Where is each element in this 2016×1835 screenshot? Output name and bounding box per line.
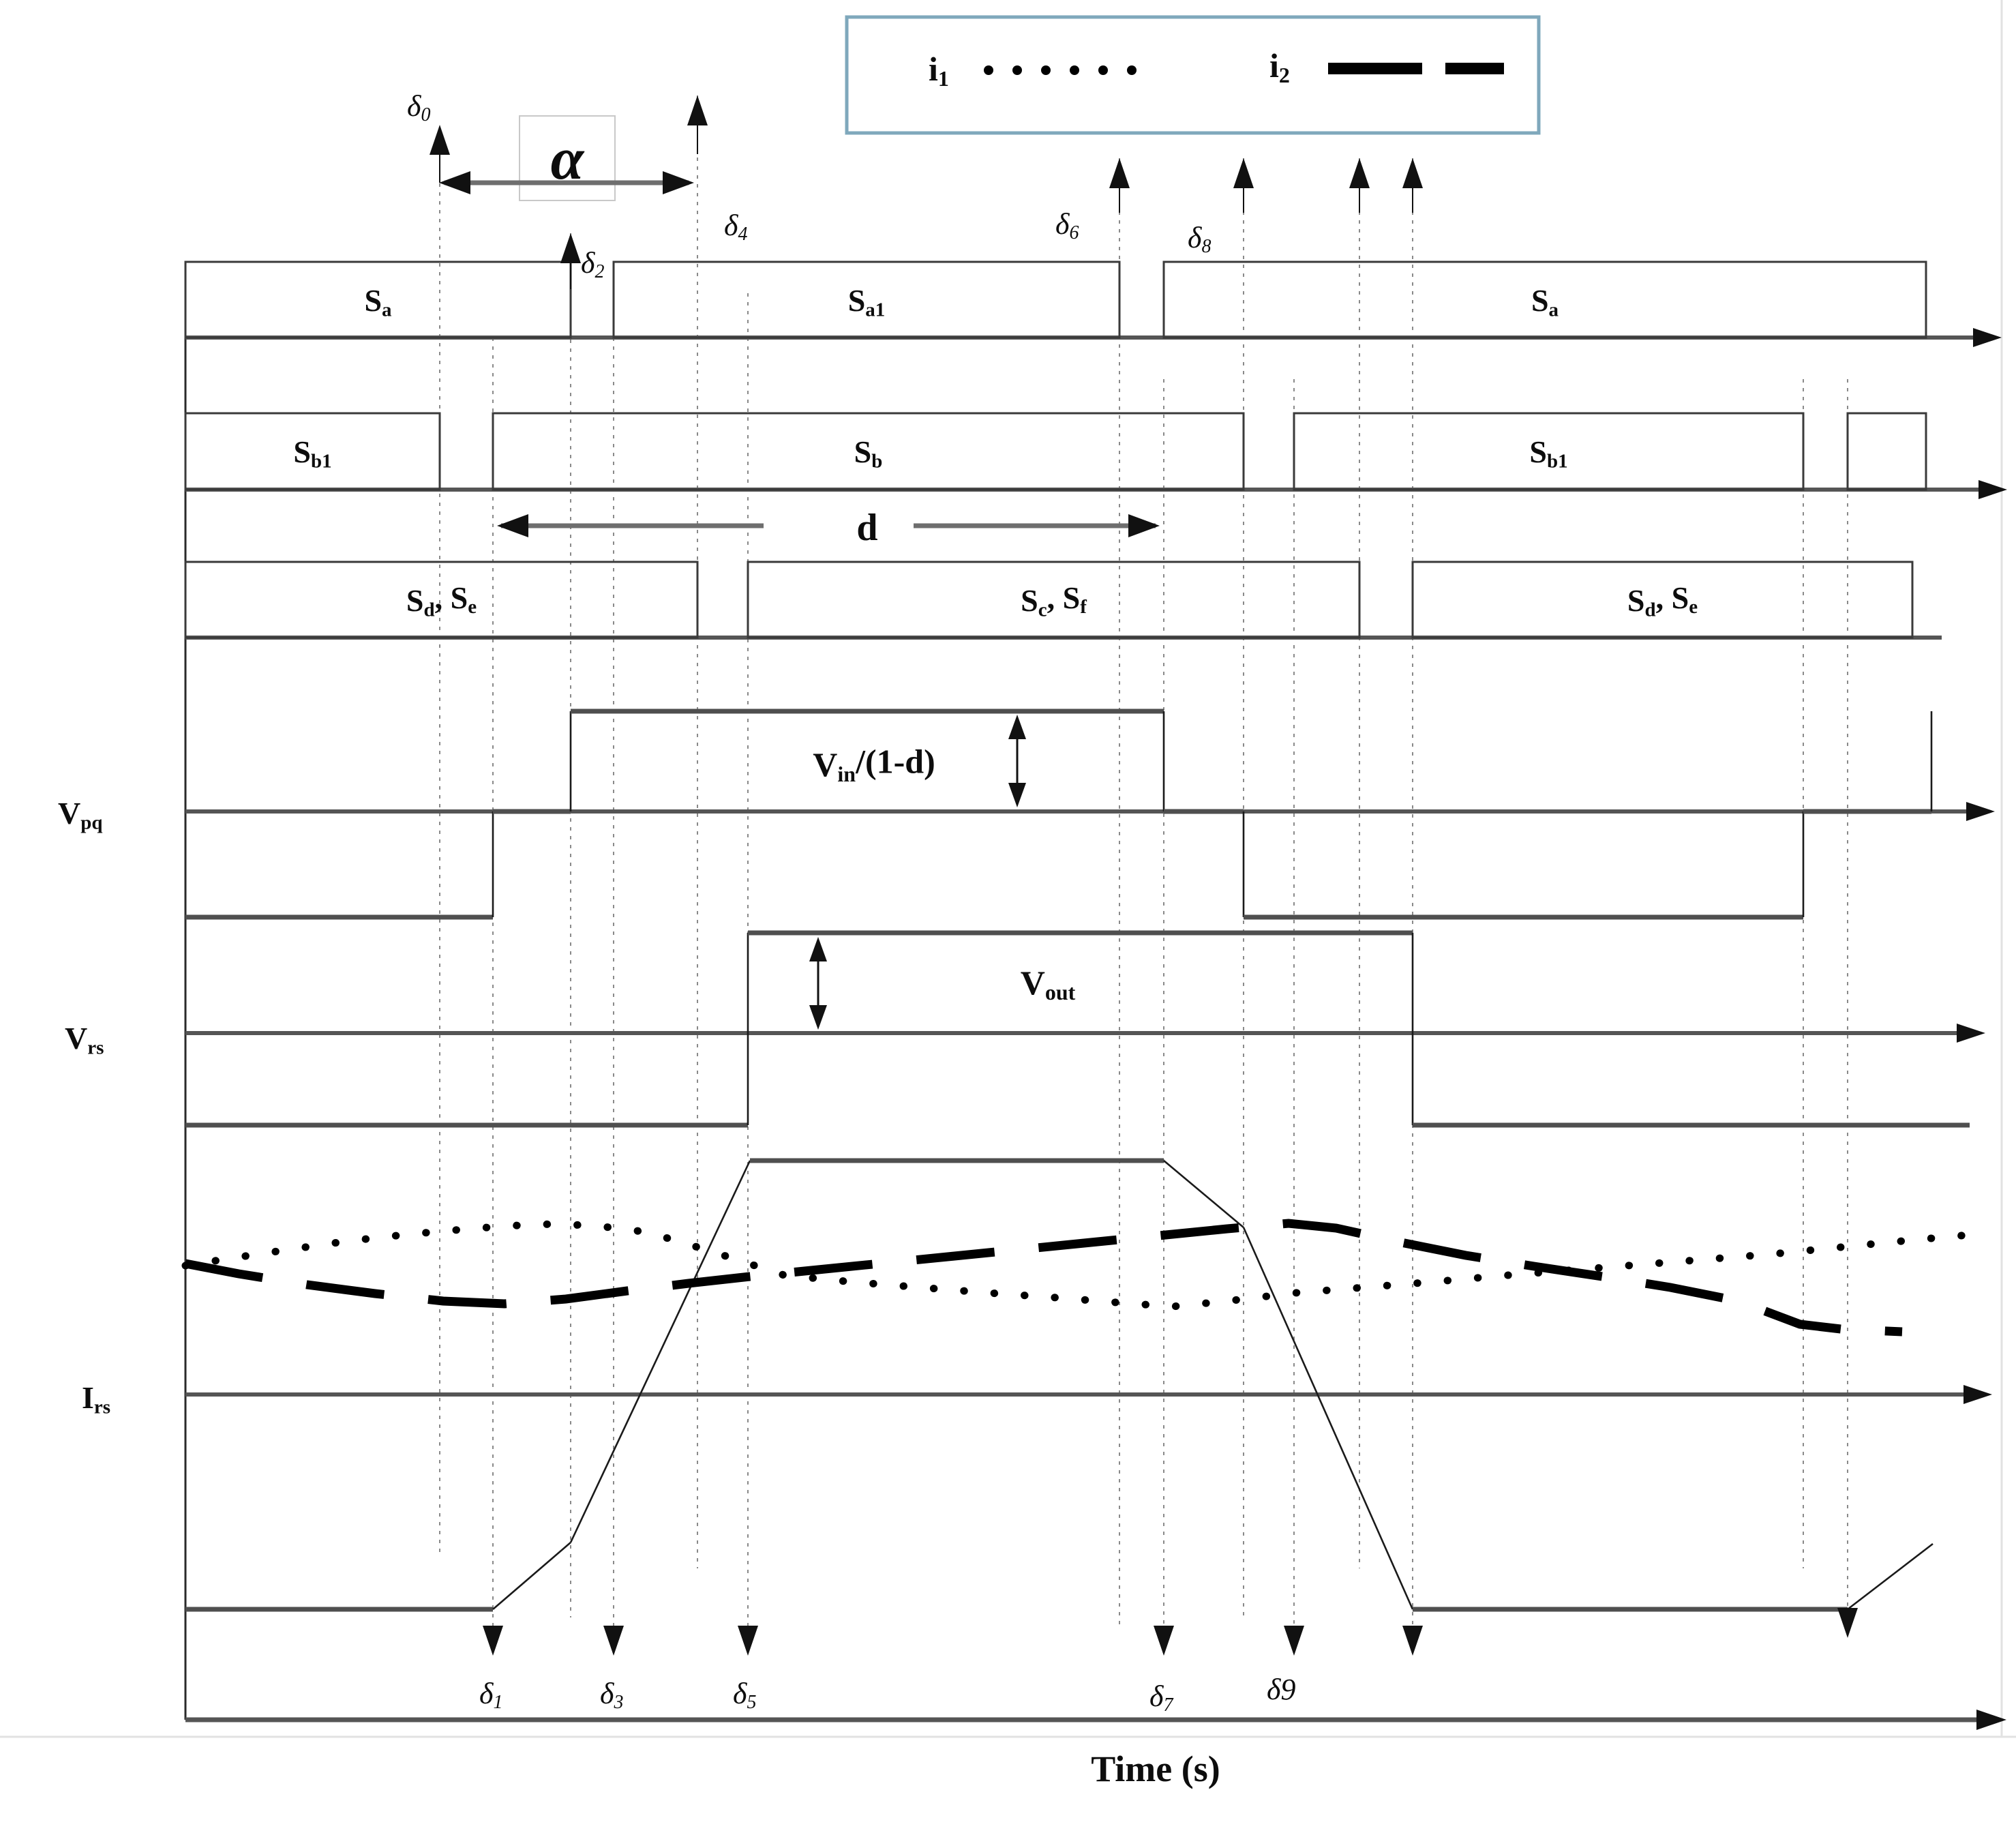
vout-label-part: out (1044, 980, 1076, 1004)
legend-box (847, 17, 1539, 133)
event-label-delta7-part: 7 (1163, 1695, 1173, 1716)
row-sdse-pulse-label-2-part: S (1627, 583, 1645, 618)
event-label-delta6-part: δ (1055, 207, 1070, 241)
legend-dotted-sample (1098, 65, 1108, 75)
legend-dash-sample (1328, 63, 1422, 74)
d-label-part: d (856, 507, 878, 549)
row-sb-pulse-label-2-part: b1 (1546, 450, 1568, 473)
irs-axis-label-part: rs (93, 1396, 111, 1418)
d-label (856, 507, 877, 549)
legend-dotted-sample (1070, 65, 1079, 75)
row-sa-pulse-label-0-part: a (382, 299, 392, 321)
row-sa-pulse-label-0-part: S (364, 283, 382, 318)
row-sa-pulse-label-2-part: a (1548, 299, 1559, 321)
row-sdse-pulse-label-1 (1021, 580, 1087, 621)
row-sb-pulse-label-0-part: b1 (310, 450, 332, 473)
row-sa-pulse-label-1-part: S (847, 283, 866, 318)
legend-dash-sample (1445, 63, 1504, 74)
event-label-delta0-part: δ (407, 89, 421, 123)
legend-dotted-sample (1041, 65, 1051, 75)
row-sdse-pulse-label-2-part: , S (1655, 580, 1689, 615)
vrs-axis-label-part: V (65, 1021, 88, 1056)
event-label-delta9 (1267, 1673, 1295, 1706)
legend-dotted-sample (1127, 65, 1137, 75)
vin-label-part: V (813, 745, 838, 784)
vpq-axis-label-part: V (58, 796, 81, 831)
legend-dotted-sample (1012, 65, 1022, 75)
row-sdse-pulse-label-1-part: S (1021, 583, 1038, 618)
row-sdse-pulse-label-0 (406, 580, 477, 621)
event-label-delta1-part: δ (479, 1677, 494, 1710)
row-sb-pulse-label-2-part: S (1529, 434, 1547, 469)
vrs-axis-label-part: rs (87, 1036, 104, 1059)
event-label-delta0-part: 0 (421, 104, 431, 125)
row-sdse-pulse-label-2-part: d (1644, 599, 1656, 621)
event-label-delta1-part: 1 (493, 1692, 503, 1713)
event-label-delta2-part: 2 (595, 261, 605, 282)
row-sdse-pulse-label-1-part: , S (1047, 580, 1081, 615)
legend-label-1-part: 1 (937, 66, 949, 91)
event-label-delta3-part: δ (600, 1677, 614, 1710)
row-sdse-pulse-label-0-part: d (423, 599, 435, 621)
legend-label-2-part: 2 (1278, 63, 1290, 87)
event-label-delta7-part: δ (1149, 1680, 1164, 1713)
row-sdse-pulse-label-0-part: S (406, 583, 424, 618)
event-label-delta6-part: 6 (1069, 222, 1079, 243)
event-label-delta2-part: δ (581, 246, 595, 280)
row-sdse-pulse-label-2 (1627, 580, 1698, 621)
row-sdse-pulse-label-0-part: e (468, 596, 477, 618)
time-axis-label-part: Time (s) (1091, 1748, 1220, 1789)
event-label-delta4-part: 4 (738, 224, 748, 245)
row-sa-pulse-label-2-part: S (1531, 283, 1549, 318)
row-sb-pulse-label-1-part: S (854, 434, 872, 469)
legend-dotted-sample (984, 65, 993, 75)
event-label-delta5-part: δ (733, 1677, 747, 1710)
legend-label-2-part: i (1269, 46, 1279, 85)
vin-label-part: in (837, 762, 856, 786)
vpq-axis-label-part: pq (80, 811, 103, 834)
event-label-delta3-part: 3 (614, 1692, 624, 1713)
row-sdse-pulse-label-1-part: f (1080, 596, 1087, 618)
event-label-delta4-part: δ (724, 209, 738, 242)
row-sdse-pulse-label-1-part: c (1038, 599, 1047, 621)
row-sdse-pulse-label-2-part: e (1689, 596, 1698, 618)
alpha-label-part: α (550, 126, 584, 192)
time-axis-label (1091, 1748, 1220, 1789)
vout-label-part: V (1020, 964, 1045, 1002)
legend-label-1-part: i (929, 50, 938, 88)
row-sa-pulse-label-1-part: a1 (865, 299, 886, 321)
vin-label (813, 743, 935, 787)
event-label-delta8-part: δ (1188, 221, 1202, 254)
event-label-delta9-part: δ9 (1267, 1673, 1296, 1706)
vin-label-part: /(1-d) (856, 742, 935, 781)
event-label-delta5-part: 5 (747, 1692, 757, 1713)
row-sb-pulse-label-1-part: b (871, 450, 883, 473)
event-label-delta8-part: 8 (1201, 236, 1212, 257)
row-sb-pulse-label-0-part: S (293, 434, 311, 469)
irs-axis-label-part: I (82, 1380, 94, 1415)
row-sdse-pulse-label-0-part: , S (434, 580, 468, 615)
